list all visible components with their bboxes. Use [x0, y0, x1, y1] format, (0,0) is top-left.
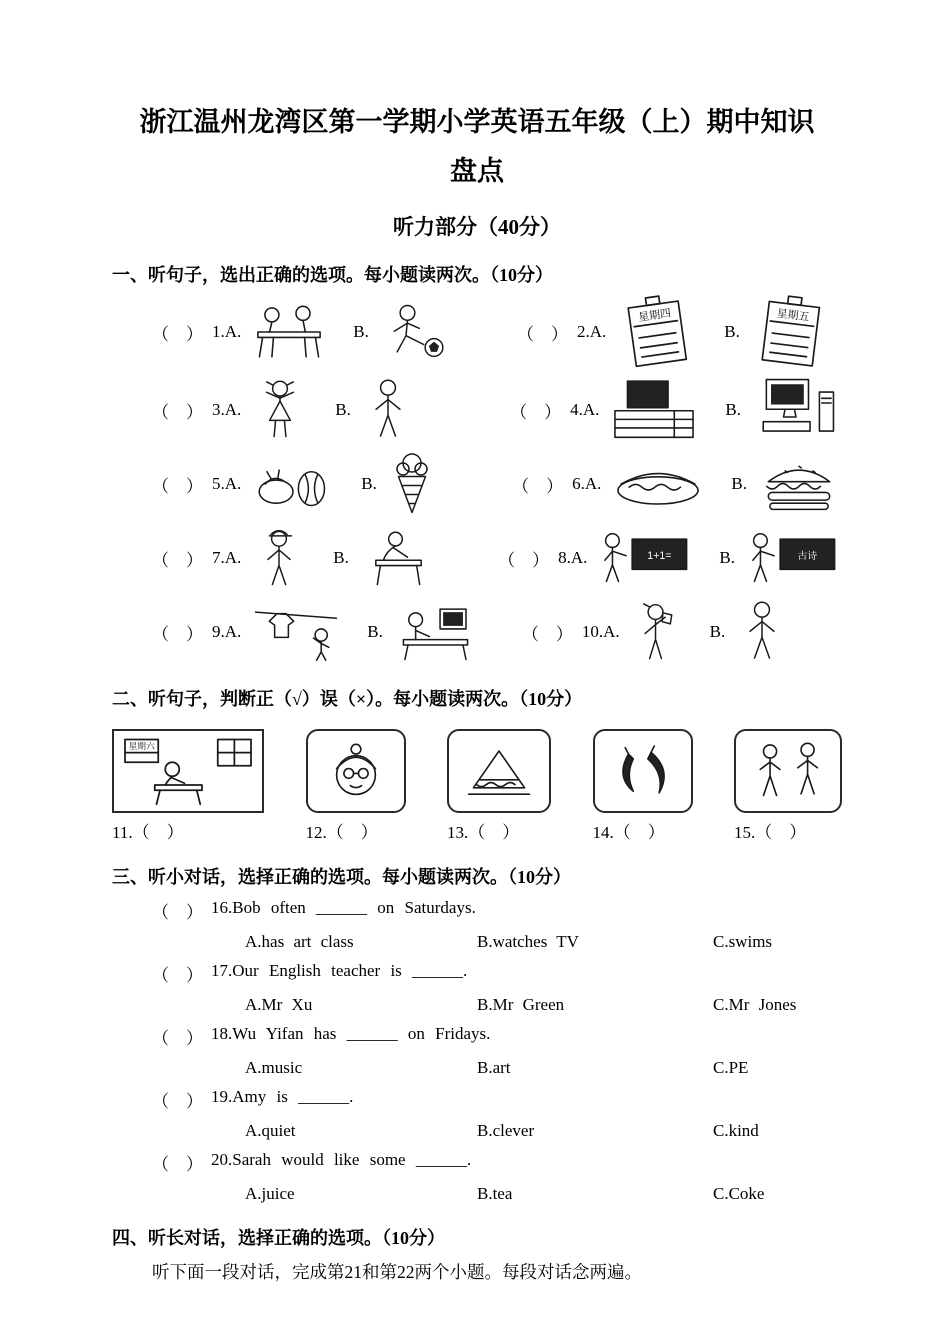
p2-item-15 — [734, 729, 842, 843]
answer-blank: （ ） — [152, 402, 203, 422]
option-a: A.juice — [245, 1184, 295, 1204]
television-on-cabinet-image — [608, 378, 700, 442]
sandwich-slice-image — [447, 729, 551, 813]
p1-question-10 — [482, 600, 842, 664]
answer-blank: （ ） — [152, 966, 203, 986]
p2-answer-blank-13: 13.（ ） — [447, 823, 520, 843]
part1-row-3 — [112, 451, 842, 517]
option-c: C.PE — [713, 1058, 749, 1078]
answer-blank: （ ） — [152, 1029, 203, 1049]
p1-question-9 — [112, 603, 482, 661]
question-stem: 17.Our English teacher is ______. — [211, 961, 468, 981]
part1-row-5 — [112, 599, 842, 665]
p1-question-1 — [112, 303, 477, 361]
p1-question-3 — [112, 378, 470, 442]
answer-blank: （ ） — [510, 402, 562, 422]
answer-blank: （ ） — [521, 624, 573, 644]
part1-row-2 — [112, 377, 842, 443]
question-stem: 18.Wu Yifan has ______ on Fridays. — [211, 1024, 491, 1044]
teacher-math-blackboard-image — [596, 530, 694, 586]
p1-question-4 — [470, 378, 842, 442]
part4-heading: 四、听长对话，选择正确的选项。（10分） — [112, 1228, 445, 1249]
svg-text:1+1=: 1+1= — [647, 549, 672, 562]
option-c: C.kind — [713, 1121, 759, 1141]
answer-blank: （ ） — [152, 1092, 203, 1112]
vegetables-image — [250, 456, 336, 512]
question-stem: 20.Sarah would like some ______. — [211, 1150, 472, 1170]
p1-question-7 — [112, 527, 458, 589]
p3-question-17 — [112, 961, 842, 1015]
option-a: A.music — [245, 1058, 303, 1078]
svg-text:星期五: 星期五 — [775, 307, 810, 324]
option-b-label: B. — [724, 322, 740, 342]
p3-question-19 — [112, 1087, 842, 1141]
option-b: B.watches TV — [477, 932, 579, 952]
answer-blank: （ ） — [152, 624, 203, 644]
option-a-label: 8.A. — [558, 548, 588, 568]
option-a: A.has art class — [245, 932, 354, 952]
page-title — [112, 98, 842, 195]
option-b-label: B. — [333, 548, 349, 568]
ice-cream-image — [386, 451, 438, 517]
option-b-label: B. — [731, 474, 747, 494]
p1-question-2 — [477, 295, 842, 369]
hamburger-image — [756, 455, 842, 513]
answer-blank: （ ） — [152, 903, 203, 923]
part3-heading: 三、听小对话，选择正确的选项。每小题读两次。（10分） — [112, 867, 571, 888]
answer-blank: （ ） — [152, 476, 203, 496]
part4-instruction: 听下面一段对话，完成第21和第22两个小题。每段对话念两遍。 — [152, 1262, 642, 1283]
boy-standing-image — [360, 378, 416, 442]
option-c: C.swims — [713, 932, 773, 952]
option-b-label: B. — [335, 400, 351, 420]
boy-writing-at-desk-image — [358, 527, 436, 589]
grandmother-image — [306, 729, 406, 813]
p3-question-16 — [112, 898, 842, 952]
p2-answer-blank-14: 14.（ ） — [592, 823, 665, 843]
boy-doing-homework-saturday-image — [112, 729, 264, 813]
part2-picture-row — [112, 729, 842, 843]
listening-section-header: 听力部分（40分） — [393, 215, 561, 240]
answer-blank: （ ） — [152, 1155, 203, 1175]
option-b-label: B. — [361, 474, 377, 494]
hot-dog-image — [610, 458, 706, 510]
children-playing-image — [734, 729, 842, 813]
hanging-clothes-image — [250, 603, 342, 661]
option-b-label: B. — [367, 622, 383, 642]
p1-question-8 — [458, 530, 842, 586]
option-b-label: B. — [709, 622, 726, 642]
boy-with-cap-image — [250, 527, 308, 589]
children-doing-homework-image — [250, 304, 328, 360]
option-b-label: B. — [353, 322, 369, 342]
option-b: B.clever — [477, 1121, 535, 1141]
calendar-friday-image — [749, 295, 833, 369]
p2-answer-blank-15: 15.（ ） — [734, 823, 807, 843]
option-a-label: 9.A. — [212, 622, 242, 642]
p2-item-13 — [447, 729, 551, 843]
option-b: B.art — [477, 1058, 511, 1078]
part2-heading: 二、听句子，判断正（√）误（×）。每小题读两次。（10分） — [112, 689, 583, 710]
p3-question-20 — [112, 1150, 842, 1204]
option-c: C.Coke — [713, 1184, 765, 1204]
option-b: B.tea — [477, 1184, 513, 1204]
part1-row-4 — [112, 525, 842, 591]
title-line2: 盘点 — [450, 155, 504, 186]
option-b-label: B. — [725, 400, 741, 420]
girl-dancing-image — [250, 379, 310, 441]
option-a: A.quiet — [245, 1121, 296, 1141]
answer-blank: （ ） — [517, 324, 568, 344]
boy-kicking-football-image — [378, 303, 448, 361]
p2-item-11 — [112, 729, 264, 843]
option-a-label: 5.A. — [212, 474, 242, 494]
answer-blank: （ ） — [498, 550, 550, 570]
svg-text:星期六: 星期六 — [128, 741, 155, 752]
answer-blank: （ ） — [152, 324, 203, 344]
part1-heading: 一、听句子，选出正确的选项。每小题读两次。（10分） — [112, 265, 553, 286]
option-a-label: 10.A. — [581, 622, 620, 642]
option-b: B.Mr Green — [477, 995, 565, 1015]
p2-item-14 — [593, 729, 693, 843]
p2-answer-blank-12: 12.（ ） — [305, 823, 378, 843]
girl-drinking-water-image — [629, 601, 685, 663]
p2-answer-blank-11: 11.（ ） — [112, 823, 184, 843]
title-line1: 浙江温州龙湾区第一学期小学英语五年级（上）期中知识 — [139, 107, 815, 137]
p1-question-6 — [472, 455, 842, 513]
option-a: A.Mr Xu — [245, 995, 313, 1015]
option-b-label: B. — [719, 548, 735, 568]
part1-row-1 — [112, 295, 842, 369]
p1-question-5 — [112, 451, 472, 517]
p2-item-12 — [306, 729, 406, 843]
p3-question-18 — [112, 1024, 842, 1078]
question-stem: 19.Amy is ______. — [211, 1087, 354, 1107]
computer-desk-image — [750, 378, 842, 442]
option-a-label: 1.A. — [212, 322, 242, 342]
option-a-label: 4.A. — [570, 400, 600, 420]
svg-text:星期四: 星期四 — [637, 307, 673, 325]
question-stem: 16.Bob often ______ on Saturdays. — [211, 898, 476, 918]
boy-using-computer-image — [392, 603, 482, 661]
answer-blank: （ ） — [152, 550, 203, 570]
teacher-poem-blackboard-image — [744, 530, 842, 586]
svg-text:古诗: 古诗 — [797, 550, 818, 562]
chili-peppers-image — [593, 729, 693, 813]
option-c: C.Mr Jones — [713, 995, 797, 1015]
option-a-label: 2.A. — [577, 322, 607, 342]
calendar-thursday-image — [615, 295, 699, 369]
option-a-label: 7.A. — [212, 548, 242, 568]
option-a-label: 6.A. — [572, 474, 602, 494]
boy-standing-image — [734, 600, 790, 664]
option-a-label: 3.A. — [212, 400, 242, 420]
answer-blank: （ ） — [512, 476, 564, 496]
